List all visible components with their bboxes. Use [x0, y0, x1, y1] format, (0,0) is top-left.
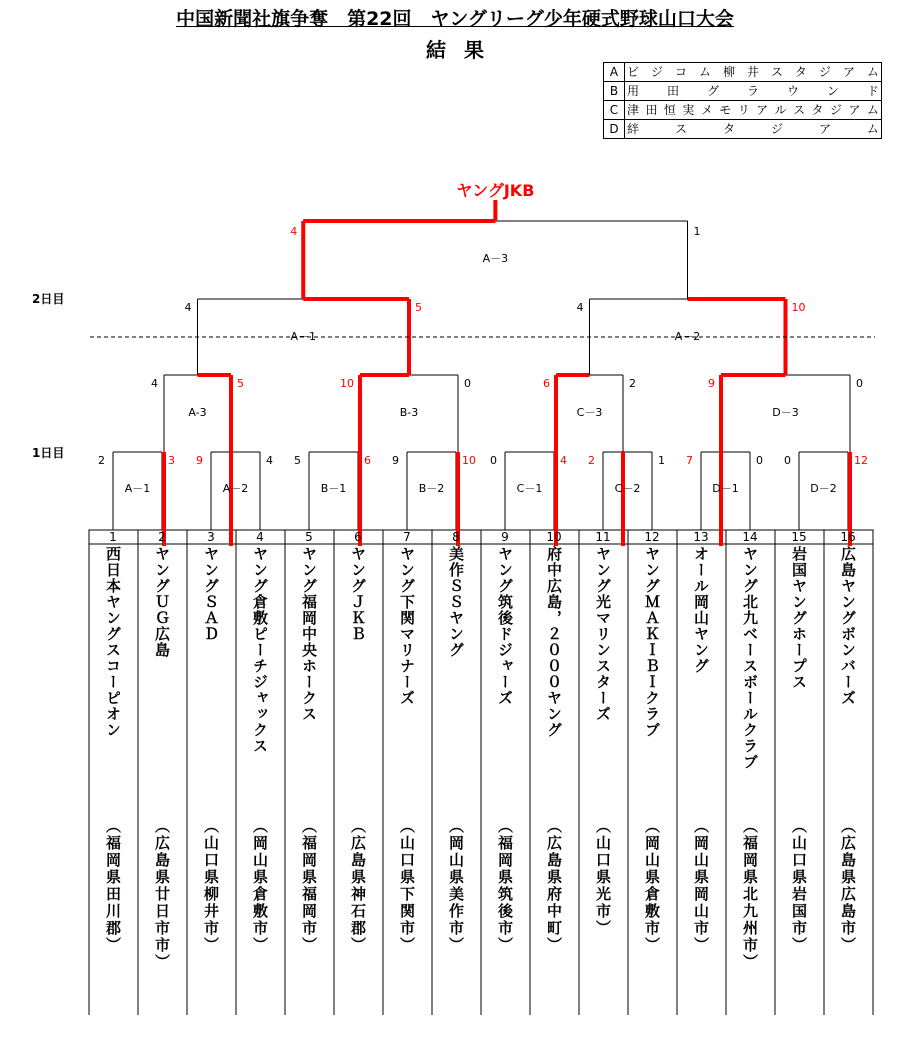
sf-match-label: A－2	[674, 330, 701, 343]
team-place: （福岡県筑後市）	[496, 818, 514, 954]
team-number: 11	[595, 530, 611, 544]
team-name: ヤング福岡中央ホークス	[300, 546, 318, 722]
team-number: 6	[354, 530, 362, 544]
team-name: 岩国ヤングホープス	[790, 546, 808, 690]
final-match-label: A－3	[482, 252, 509, 265]
team-place: （広島県府中町）	[545, 818, 563, 954]
team-number: 16	[840, 530, 856, 544]
sf-score-left: 4	[184, 301, 192, 314]
day2-label: 2日目	[32, 292, 65, 306]
r1-match-label: A－1	[124, 482, 151, 495]
r2-score-left: 10	[340, 377, 354, 390]
r2-score-right: 0	[856, 377, 863, 390]
page-subtitle: 結果	[426, 38, 502, 62]
team-place: （山口県柳井市）	[202, 818, 220, 954]
r2-score-right: 5	[237, 377, 244, 390]
team-place: （岡山県倉敷市）	[251, 818, 269, 954]
r1-score-left: 5	[294, 454, 301, 467]
team-number: 15	[791, 530, 807, 544]
team-number: 5	[305, 530, 313, 544]
venue-name: 津 田 恒 実 メ モ リ ア ル ス タ ジ ア ム	[627, 103, 879, 117]
team-place: （岡山県岡山市）	[692, 818, 710, 954]
r1-score-right: 0	[756, 454, 763, 467]
team-number: 1	[109, 530, 117, 544]
r1-score-left: 9	[196, 454, 203, 467]
venue-name: 用 田 グ ラ ウ ン ド	[627, 84, 879, 98]
team-name: ヤング倉敷ピーチジャックス	[251, 546, 269, 754]
r1-score-left: 7	[686, 454, 693, 467]
team-number: 10	[546, 530, 562, 544]
r2-match-label: B-3	[399, 406, 419, 419]
team-number: 2	[158, 530, 166, 544]
team-name: ヤングＵＧ広島	[153, 546, 171, 658]
r2-score-right: 2	[629, 377, 636, 390]
team-name: ヤングＭＡＫＩＢＩクラブ	[643, 546, 661, 738]
r1-score-right: 12	[854, 454, 868, 467]
day1-label: 1日目	[32, 446, 65, 460]
team-place: （福岡県田川郡）	[104, 818, 122, 954]
sf-match-label: A－1	[290, 330, 317, 343]
team-number: 9	[501, 530, 509, 544]
r1-score-left: 2	[588, 454, 595, 467]
team-place: （岡山県倉敷市）	[643, 818, 661, 954]
team-number: 4	[256, 530, 264, 544]
team-number: 3	[207, 530, 215, 544]
r2-score-left: 4	[151, 377, 158, 390]
team-name: ヤング光マリンスターズ	[594, 546, 612, 722]
venue-key: D	[604, 120, 625, 139]
team-name: 西日本ヤングスコーピオン	[104, 546, 122, 738]
team-name: ヤングＪＫＢ	[349, 546, 367, 642]
r1-score-right: 3	[168, 454, 175, 467]
r1-score-right: 4	[266, 454, 273, 467]
sf-score-right: 10	[791, 301, 806, 314]
team-name: ヤングＳＡＤ	[202, 546, 220, 642]
r1-score-right: 1	[658, 454, 665, 467]
r1-match-label: B－2	[418, 482, 445, 495]
team-number: 12	[644, 530, 660, 544]
r1-match-label: A－2	[222, 482, 249, 495]
team-place: （岡山県美作市）	[447, 818, 465, 954]
team-place: （広島県廿日市市）	[153, 818, 171, 971]
team-name: 美作ＳＳヤング	[447, 546, 465, 658]
venue-key: B	[604, 82, 625, 101]
r1-score-right: 10	[462, 454, 476, 467]
team-name: ヤング下関マリナーズ	[398, 546, 416, 706]
team-name: ヤング筑後ドジャーズ	[496, 546, 514, 706]
r1-score-left: 2	[98, 454, 105, 467]
sf-score-right: 5	[415, 301, 422, 314]
r2-match-label: A-3	[188, 406, 207, 419]
team-place: （広島県広島市）	[839, 818, 857, 954]
r1-match-label: B－1	[320, 482, 347, 495]
final-score-left: 4	[290, 225, 298, 238]
final-score-right: 1	[693, 225, 701, 238]
r1-match-label: D－2	[810, 482, 837, 495]
team-place: （山口県岩国市）	[790, 818, 808, 954]
venue-key: A	[604, 63, 625, 82]
team-place: （山口県下関市）	[398, 818, 416, 954]
team-name: 広島ヤングボンバーズ	[839, 546, 857, 706]
r1-score-left: 0	[784, 454, 791, 467]
team-place: （広島県神石郡）	[349, 818, 367, 954]
team-name: オール岡山ヤング	[692, 546, 710, 674]
venue-key: C	[604, 101, 625, 120]
venue-name: 絆 ス タ ジ ア ム	[627, 122, 879, 136]
team-place: （福岡県北九州市）	[741, 818, 759, 971]
sf-score-left: 4	[576, 301, 584, 314]
r1-match-label: C－1	[516, 482, 543, 495]
r1-match-label: C－2	[614, 482, 641, 495]
team-name: ヤング北九ベースボールクラブ	[741, 546, 759, 770]
r1-score-right: 4	[560, 454, 567, 467]
team-name: 府中広島，２０００ヤング	[545, 546, 563, 738]
r1-score-left: 9	[392, 454, 399, 467]
team-number: 8	[452, 530, 460, 544]
champion-name: ヤングJKB	[456, 181, 535, 200]
r2-match-label: D－3	[772, 406, 799, 419]
team-number: 14	[742, 530, 758, 544]
venue-name: ビ ジ コ ム 柳 井 ス タ ジ ア ム	[627, 65, 879, 79]
page-title: 中国新聞社旗争奪 第22回 ヤングリーグ少年硬式野球山口大会	[176, 8, 734, 30]
r1-score-right: 6	[364, 454, 371, 467]
team-number: 7	[403, 530, 411, 544]
r2-score-right: 0	[464, 377, 471, 390]
team-place: （福岡県福岡市）	[300, 818, 318, 954]
r2-match-label: C－3	[576, 406, 603, 419]
team-place: （山口県光市）	[594, 818, 612, 937]
r1-score-left: 0	[490, 454, 497, 467]
r2-score-left: 6	[543, 377, 550, 390]
r1-match-label: D－1	[712, 482, 739, 495]
r2-score-left: 9	[708, 377, 715, 390]
team-number: 13	[693, 530, 709, 544]
